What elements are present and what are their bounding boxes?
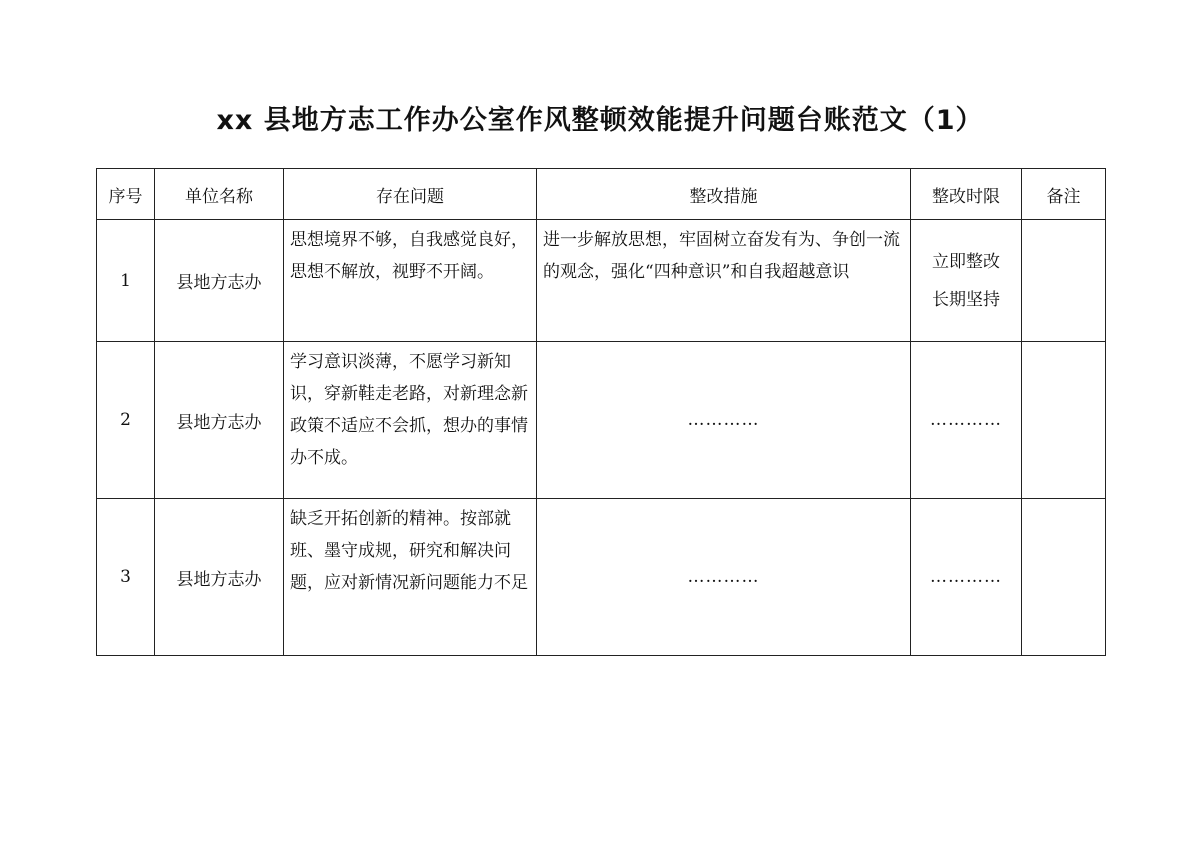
row-unit: 县地方志办 [155,499,284,656]
row-unit: 县地方志办 [155,220,284,342]
row-deadline [911,220,1022,342]
table-row [97,342,1106,499]
row-remark [1022,342,1106,499]
row-issue: 缺乏开拓创新的精神。按部就班、墨守成规，研究和解决问题，应对新情况新问题能力不足 [284,499,537,656]
row-deadline: ………… [911,342,1022,499]
row-measure: ………… [537,342,911,499]
table-header-row [97,169,1106,220]
row-issue: 学习意识淡薄，不愿学习新知识，穿新鞋走老路，对新理念新政策不适应不会抓，想办的事情办不成。 [284,342,537,499]
header-deadline: 整改时限 [911,169,1022,220]
header-issue: 存在问题 [284,169,537,220]
row-measure: ………… [537,499,911,656]
header-num: 序号 [97,169,155,220]
row-unit: 县地方志办 [155,342,284,499]
deadline-line-2: 长期坚持 [932,289,1000,310]
header-measure: 整改措施 [537,169,911,220]
row-remark [1022,220,1106,342]
row-deadline: ………… [911,499,1022,656]
document-title: xx 县地方志工作办公室作风整顿效能提升问题台账范文（1） [216,105,984,136]
deadline-line-1: 立即整改 [932,251,1000,272]
row-num: 2 [97,342,155,499]
row-measure: 进一步解放思想，牢固树立奋发有为、争创一流的观念，强化“四种意识”和自我超越意识 [537,220,911,342]
row-num: 1 [97,220,155,342]
row-issue: 思想境界不够，自我感觉良好，思想不解放，视野不开阔。 [284,220,537,342]
table-row [97,220,1106,342]
header-unit: 单位名称 [155,169,284,220]
row-num: 3 [97,499,155,656]
table-row [97,499,1106,656]
row-remark [1022,499,1106,656]
issue-ledger-table [96,168,1106,656]
header-remark: 备注 [1022,169,1106,220]
